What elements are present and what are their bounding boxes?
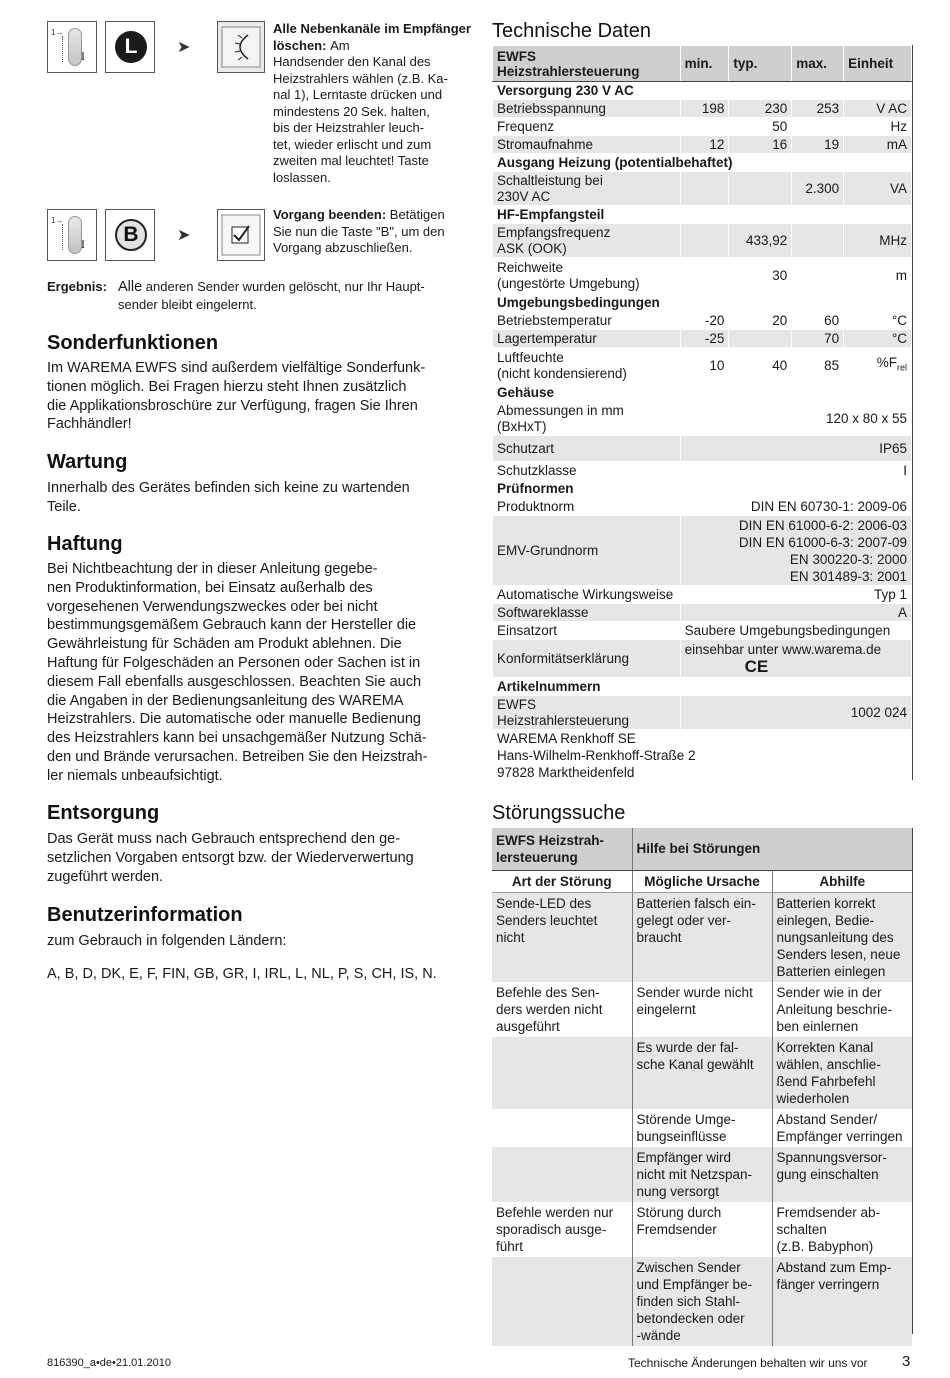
- table-row: EMV-Grundnorm DIN EN 61000-6-2: 2006-03 DIN EN 61000-6-3: 2007-09 EN 300220-3: 2000 EN 301489-3: 2001: [493, 516, 912, 586]
- country-list: A, B, D, DK, E, F, FIN, GB, GR, I, IRL, L, NL, P, S, CH, IS, N.: [47, 966, 437, 982]
- table-row: Konformitätserklärung einsehbar unter www.warema.de CE: [493, 640, 912, 678]
- address-row: WAREMA Renkhoff SE Hans-Wilhelm-Renkhoff-Straße 2 97828 Marktheidenfeld: [493, 730, 912, 782]
- section-umgebung: Umgebungsbedingungen: [493, 294, 912, 312]
- footer-notice: Technische Änderungen behalten wir uns vor: [628, 1356, 868, 1370]
- table-row: Empfänger wird nicht mit Netzspan- nung versorgt Spannungsversor- gung einschalten: [492, 1147, 912, 1202]
- heading-stoerungssuche: Störungssuche: [492, 802, 626, 824]
- table-row: Lagertemperatur -25 70 °C: [493, 330, 912, 348]
- section-versorgung: Versorgung 230 V AC: [493, 82, 912, 100]
- table-row: Schutzklasse I: [493, 462, 912, 480]
- table-row: Einsatzort Saubere Umgebungsbedingungen: [493, 622, 912, 640]
- handheld-transmitter-icon: 1→ I: [47, 21, 97, 73]
- section-ausgang: Ausgang Heizung (potentialbehaftet): [493, 154, 912, 172]
- step-delete-text: Alle Nebenkanäle im Empfänger löschen: Am Handsender den Kanal des Heizstrahlers wählen (z.B. Ka- nal 1), Lerntaste drücken und mindestens 20 Sek. halten, bis der Heizstrahler leuch- tet, wieder erlischt und zum zweiten mal leuchtet! Taste loslassen.: [273, 21, 471, 185]
- troubleshooting-table: [492, 828, 912, 1346]
- section-gehaeuse: Gehäuse: [493, 384, 912, 402]
- arrow-right-icon: ➤: [177, 227, 191, 244]
- table-row: Befehle werden nur sporadisch ausge- führt Störung durch Fremdsender Fremdsender ab- schalten (z.B. Babyphon): [492, 1202, 912, 1257]
- table-row: Luftfeuchte (nicht kondensierend) 10 40 85 $\%F_{rel}$: [493, 348, 912, 384]
- table-row: Störende Umge- bungseinflüsse Abstand Sender/ Empfänger verringen: [492, 1109, 912, 1147]
- text-haftung: Bei Nichtbeachtung der in dieser Anleitung gegebe- nen Produktinformation, bei Einsatz außerhalb des vorgesehenen Verwendungszweckes oder bei nicht bestimmungsgemäßem Gebrauch kann der Hersteller die Gewährleistung für Schäden am Produkt ablehnen. Die Haftung für Folgeschäden an Personen oder Sachen ist in diesem Fall ebenfalls ausgeschlossen. Beachten Sie auch die Angaben in der Bedienungsanleitung des WAREMA Heizstrahlers. Die automatische oder manuelle Bedienung des Heizstrahlers kann bei unsachgemäßer Nutzung Schä- den und Brände verursachen. Betreiben Sie den Heizstrah- ler niemals unbeaufsichtigt.: [47, 561, 428, 784]
- table-row: Betriebsspannung 198 230 253 V AC: [493, 100, 912, 118]
- table-row: Stromaufnahme 12 16 19 mA: [493, 136, 912, 154]
- step-finish-text: Vorgang beenden: Betätigen Sie nun die Taste "B", um den Vorgang abzuschließen.: [273, 207, 445, 255]
- table-row: Empfangsfrequenz ASK (OOK) 433,92 MHz: [493, 224, 912, 258]
- ce-mark-icon: CE: [744, 657, 769, 676]
- text-sonderfunktionen: Im WAREMA EWFS sind außerdem vielfältige Sonderfunk- tionen möglich. Bei Fragen hierzu steht Ihnen zusätzlich die Applikationsbroschüre zur Verfügung, fragen Sie Ihren Fachhändler!: [47, 360, 426, 433]
- table-row: Produktnorm DIN EN 60730-1: 2009-06: [493, 498, 912, 516]
- table-row: Befehle des Sen- ders werden nicht ausgeführt Sender wurde nicht eingelernt Sender wie in der Anleitung beschrie- ben einlernen: [492, 982, 912, 1037]
- arrow-right-icon: ➤: [177, 39, 191, 56]
- troubleshooting-title-row: EWFS Heizstrah- lersteuerung Hilfe bei Störungen: [492, 828, 912, 870]
- handheld-transmitter-icon: 1→ I: [47, 209, 97, 261]
- heading-benutzerinformation: Benutzerinformation: [47, 904, 243, 926]
- text-wartung: Innerhalb des Gerätes befinden sich keine zu wartenden Teile.: [47, 480, 410, 515]
- heater-flashing-icon: [217, 21, 265, 73]
- table-row: Frequenz 50 Hz: [493, 118, 912, 136]
- table-row: Automatische Wirkungsweise Typ 1: [493, 586, 912, 604]
- key-l-icon: L: [105, 21, 155, 73]
- table-row: Zwischen Sender und Empfänger be- finden sich Stahl- betondecken oder -wände Abstand zum Emp- fänger verringern: [492, 1257, 912, 1346]
- heading-sonderfunktionen: Sonderfunktionen: [47, 332, 219, 354]
- tech-header-row: EWFS Heizstrahlersteuerung min. typ. max. Einheit: [493, 46, 912, 82]
- table-row: EWFS Heizstrahlersteuerung 1002 024: [493, 696, 912, 730]
- text-benutzerinformation: zum Gebrauch in folgenden Ländern:: [47, 933, 287, 949]
- table-row: Es wurde der fal- sche Kanal gewählt Korrekten Kanal wählen, anschlie- ßend Fahrbefehl wiederholen: [492, 1037, 912, 1109]
- heading-wartung: Wartung: [47, 451, 128, 473]
- key-b-icon: B: [105, 209, 155, 261]
- section-artikel: Artikelnummern: [493, 678, 912, 696]
- table-row: Sende-LED des Senders leuchtet nicht Batterien falsch ein- gelegt oder ver- braucht Batterien korrekt einlegen, Bedie- nungsanleitung des Senders lesen, neue Batterien einlegen: [492, 892, 912, 982]
- table-row: Betriebstemperatur -20 20 60 °C: [493, 312, 912, 330]
- text-entsorgung: Das Gerät muss nach Gebrauch entsprechend den ge- setzlichen Vorgaben entsorgt bzw. der Wiederverwertung zugeführt werden.: [47, 831, 414, 885]
- table-row: Schutzart IP65: [493, 436, 912, 462]
- page-number: 3: [902, 1353, 911, 1370]
- section-pruefnormen: Prüfnormen: [493, 480, 912, 498]
- footer-doc-id: 816390_a•de•21.01.2010: [47, 1357, 171, 1369]
- table-row: Reichweite (ungestörte Umgebung) 30 m: [493, 258, 912, 294]
- table-row: Schaltleistung bei 230V AC 2.300 VA: [493, 172, 912, 206]
- heading-entsorgung: Entsorgung: [47, 802, 160, 824]
- troubleshooting-column-headers: Art der Störung Mögliche Ursache Abhilfe: [492, 870, 912, 892]
- tech-data-table: [492, 45, 912, 782]
- section-hf: HF-Empfangsteil: [493, 206, 912, 224]
- table-row: Softwareklasse A: [493, 604, 912, 622]
- result-note: Ergebnis: Alle anderen Sender wurden gelöscht, nur Ihr Haupt- sender bleibt eingelernt.: [47, 279, 425, 312]
- checkmark-icon: [217, 209, 265, 261]
- table-row: Abmessungen in mm (BxHxT) 120 x 80 x 55: [493, 402, 912, 436]
- heading-haftung: Haftung: [47, 533, 123, 555]
- heading-technische-daten: Technische Daten: [492, 20, 651, 42]
